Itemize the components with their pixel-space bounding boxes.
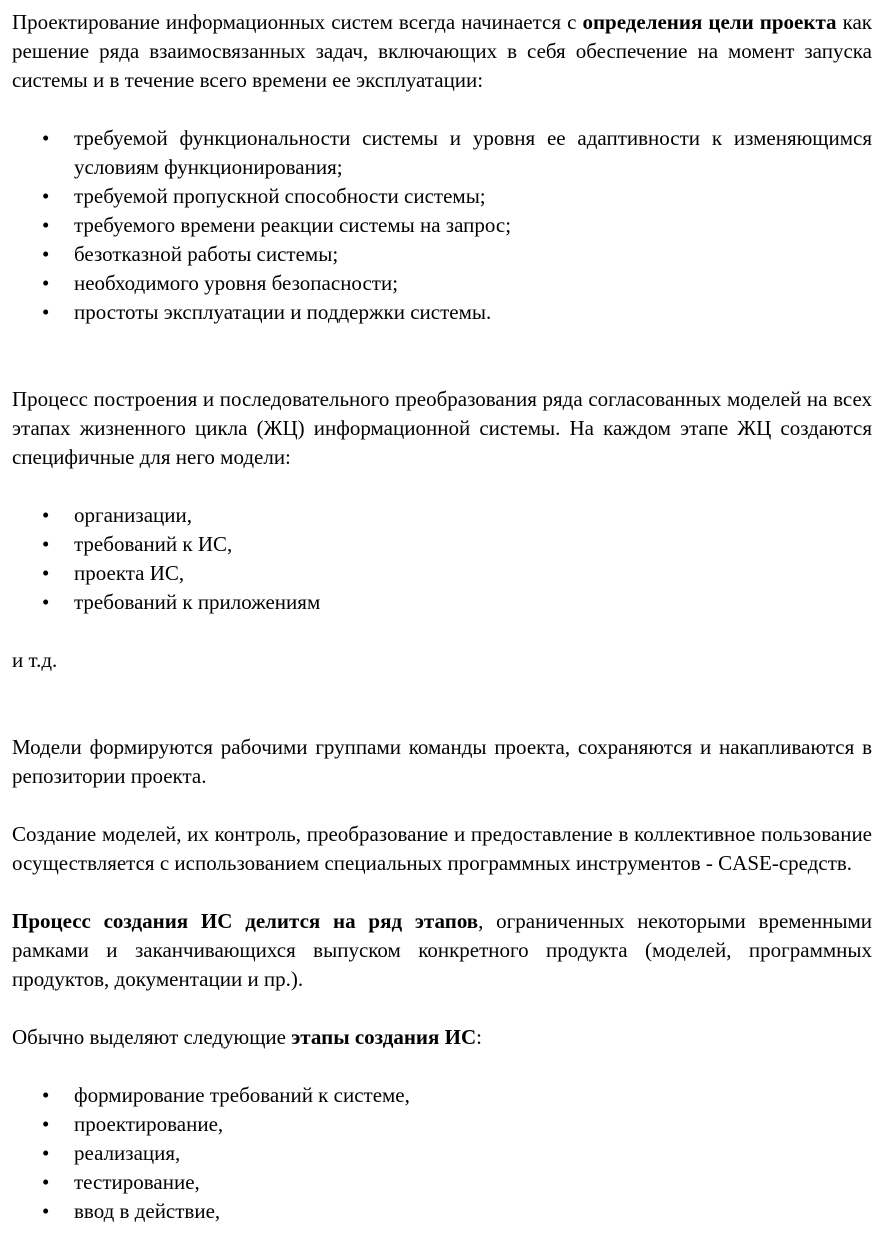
list-item: • требуемой функциональности системы и уровня ее адаптивности к изменяющимся условиям функционирования; bbox=[12, 124, 872, 182]
list-item: • простоты эксплуатации и поддержки системы. bbox=[12, 298, 872, 327]
list-item: • тестирование, bbox=[12, 1168, 872, 1197]
paragraph-case: Создание моделей, их контроль, преобразование и предоставление в коллективное пользование осуществляется с использованием специальных программных инструментов - CASE-средств. bbox=[12, 822, 872, 875]
models-list bbox=[12, 501, 872, 617]
list-item: • требуемой пропускной способности системы; bbox=[12, 182, 872, 211]
paragraph-process: Процесс построения и последовательного преобразования ряда согласованных моделей на всех этапах жизненного цикла (ЖЦ) информационной системы. На каждом этапе ЖЦ создаются специфичные для него модели: bbox=[12, 387, 872, 469]
paragraph-stages-intro bbox=[12, 1023, 872, 1052]
list-item: • реализация, bbox=[12, 1139, 872, 1168]
stages-list bbox=[12, 1081, 872, 1226]
paragraph-models: Модели формируются рабочими группами команды проекта, сохраняются и накапливаются в репозитории проекта. bbox=[12, 735, 872, 788]
list-item: • требуемого времени реакции системы на запрос; bbox=[12, 211, 872, 240]
intro-text-end: как решение ряда взаимосвязанных задач, включающих в себя обеспечение на момент запуска системы и в течение всего времени ее эксплуатации: bbox=[12, 10, 872, 92]
list-item: • необходимого уровня безопасности; bbox=[12, 269, 872, 298]
intro-bold-goal: определения цели проекта bbox=[582, 10, 837, 34]
list-item: • проекта ИС, bbox=[12, 559, 872, 588]
stages-bold-text: Процесс создания ИС делится на ряд этапов bbox=[12, 909, 479, 933]
stages-intro-bold: этапы создания ИС bbox=[291, 1025, 477, 1049]
intro-text-start: Проектирование информационных систем всегда начинается с bbox=[12, 10, 583, 34]
paragraph-stages bbox=[12, 907, 872, 994]
list-item: • ввод в действие, bbox=[12, 1197, 872, 1226]
list-item: • требований к ИС, bbox=[12, 530, 872, 559]
list-item: • формирование требований к системе, bbox=[12, 1081, 872, 1110]
stages-intro-text: Обычно выделяют следующие bbox=[12, 1025, 292, 1049]
stages-text: , ограниченных некоторыми временными рамками и заканчивающихся выпуском конкретного продукта (моделей, программных продуктов, документации и пр.). bbox=[12, 909, 872, 991]
list-item: • безотказной работы системы; bbox=[12, 240, 872, 269]
list-item: • требований к приложениям bbox=[12, 588, 872, 617]
stages-intro-colon: : bbox=[476, 1025, 482, 1049]
requirements-list bbox=[12, 124, 872, 327]
list-item: • организации, bbox=[12, 501, 872, 530]
paragraph-intro bbox=[12, 8, 872, 95]
list-item: • проектирование, bbox=[12, 1110, 872, 1139]
document-page bbox=[12, 8, 872, 1226]
paragraph-etc: и т.д. bbox=[12, 648, 58, 672]
